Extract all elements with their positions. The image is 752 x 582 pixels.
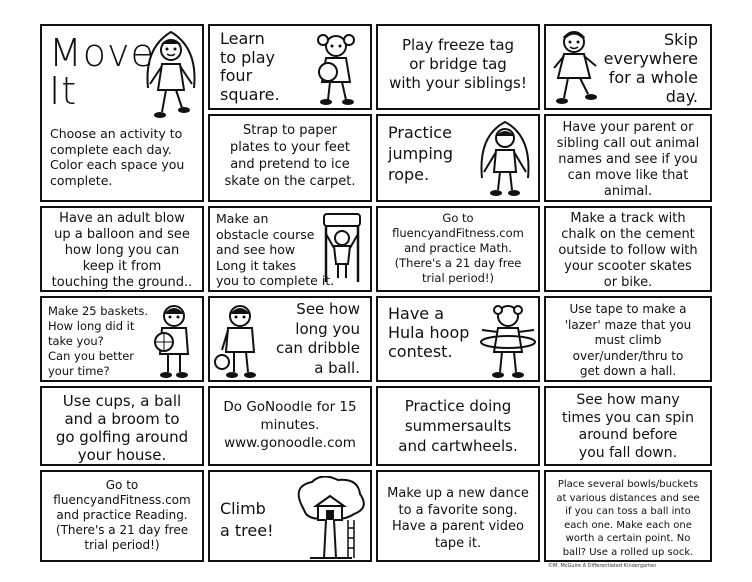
activity-text: Use cups, a ball and a broom to go golfing around your house. [55, 392, 189, 464]
activity-text: Make a track with chalk on the cement outside to follow with your scooter skates or bike. [558, 211, 698, 290]
activity-grid [40, 24, 712, 562]
activity-cell-spin[interactable] [544, 386, 712, 466]
activity-text: Strap to paper plates to your feet and pretend to ice skate on the carpet. [224, 123, 356, 189]
activity-cell-skip[interactable] [544, 24, 712, 110]
activity-cell-chalk-track[interactable] [544, 206, 712, 292]
activity-text: Make up a new dance to a favorite song. Have a parent video tape it. [387, 486, 529, 551]
treehouse-icon [292, 476, 368, 560]
page-title: Move It [49, 31, 155, 113]
activity-cell-dribble[interactable] [208, 296, 372, 382]
activity-cell-hula-hoop[interactable] [376, 296, 540, 382]
activity-cell-golf[interactable] [40, 386, 204, 466]
activity-text: Skip everywhere for a whole day. [603, 30, 698, 106]
activity-text: Practice jumping rope. [388, 123, 454, 184]
activity-cell-obstacle-course[interactable] [208, 206, 372, 292]
activity-text: Make 25 baskets. How long did it take you? Can you better your time? [48, 304, 149, 378]
copyright-credit: ©M. McGuire A Differentiated Kindergarten [548, 563, 657, 569]
activity-text: Learn to play four square. [220, 29, 280, 104]
activity-text: Have a Hula hoop contest. [388, 304, 470, 361]
boy-jump-rope-icon [474, 118, 536, 200]
activity-cell-freeze-tag[interactable] [376, 24, 540, 110]
activity-text: See how long you can dribble a ball. [275, 300, 360, 377]
activity-cell-jump-rope[interactable] [376, 114, 540, 202]
boy-dribble-icon [214, 302, 272, 380]
instructions-text: Choose an activity to complete each day. Color each space you complete. [50, 126, 185, 188]
activity-text: Go to fluencyandFitness.com and practice Math. (There's a 21 day free trial period!) [392, 211, 524, 285]
activity-cell-math-website[interactable] [376, 206, 540, 292]
activity-text: Play freeze tag or bridge tag with your siblings! [389, 36, 527, 92]
girl-hula-hoop-icon [478, 302, 538, 380]
girl-ball-icon [308, 30, 364, 106]
activity-text: Make an obstacle course and see how Long it takes you to complete it. [216, 211, 335, 288]
activity-cell-baskets[interactable] [40, 296, 204, 382]
boy-basketball-icon [148, 302, 200, 380]
activity-cell-climb-tree[interactable] [208, 470, 372, 562]
activity-cell-lazer-maze[interactable] [544, 296, 712, 382]
activity-text: Have your parent or sibling call out animal names and see if you can move like that animal. [556, 120, 700, 199]
activity-text: Have an adult blow up a balloon and see how long you can keep it from touching the ground.. [51, 211, 193, 290]
title-cell [40, 24, 204, 202]
girl-jump-rope-icon [140, 28, 202, 124]
activity-text: Go to fluencyandFitness.com and practice Reading. (There's a 21 day free trial period!) [53, 478, 191, 552]
activity-text: Climb a tree! [220, 499, 274, 540]
activity-cell-gonoodle[interactable] [208, 386, 372, 466]
activity-cell-ice-skate[interactable] [208, 114, 372, 202]
activity-cell-animal-moves[interactable] [544, 114, 712, 202]
activity-cell-reading-website[interactable] [40, 470, 204, 562]
activity-text: Use tape to make a 'lazer' maze that you must climb over/under/thru to get down a hall. [564, 302, 692, 378]
activity-text: Practice doing summersaults and cartwheels. [398, 397, 518, 455]
activity-cell-bucket-toss[interactable] [544, 470, 712, 562]
activity-cell-balloon[interactable] [40, 206, 204, 292]
activity-text: Place several bowls/buckets at various distances and see if you can toss a ball into each one. Make each one worth a certain point. No ball? Use a rolled up sock. [556, 479, 700, 558]
girl-skipping-icon [548, 28, 604, 108]
activity-cell-summersaults[interactable] [376, 386, 540, 466]
activity-text: See how many times you can spin around before you fall down. [561, 392, 695, 461]
activity-cell-dance[interactable] [376, 470, 540, 562]
activity-cell-four-square[interactable] [208, 24, 372, 110]
activity-text: Do GoNoodle for 15 minutes. www.gonoodle.com [223, 399, 357, 451]
kid-slide-icon [318, 212, 366, 284]
